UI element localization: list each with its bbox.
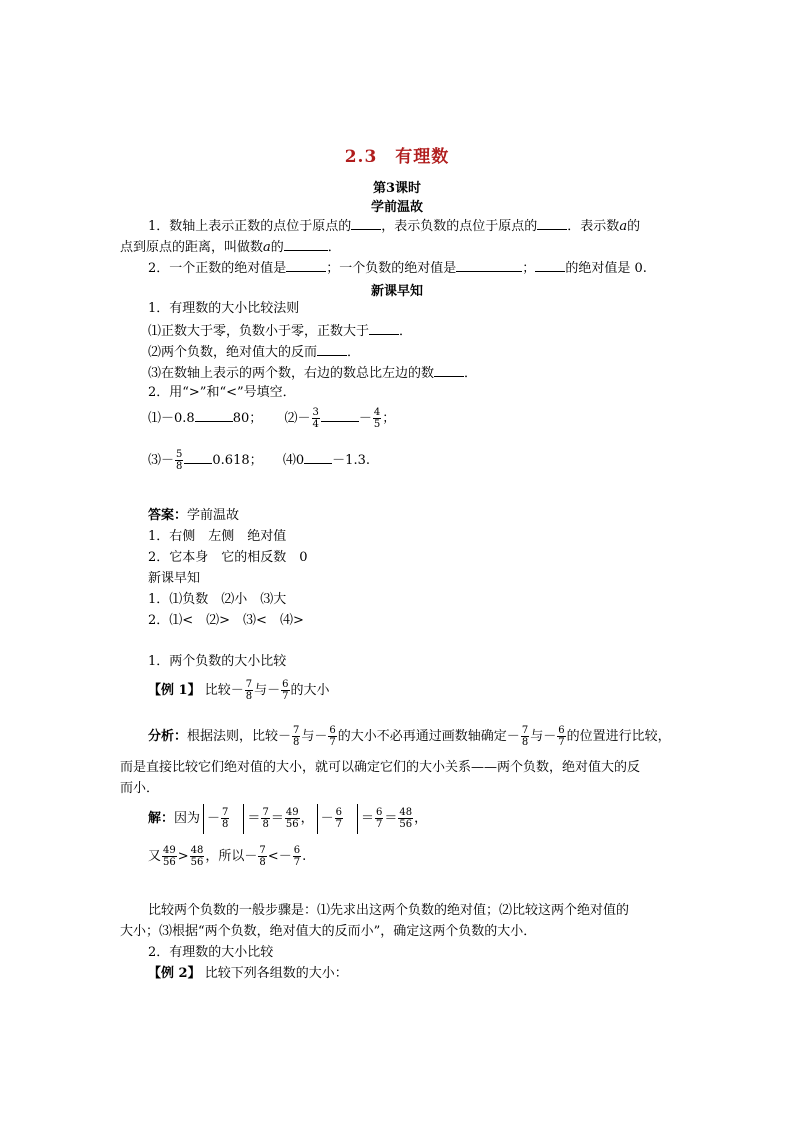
fraction: $\frac{7}{8}$ (262, 807, 269, 830)
blank (321, 409, 359, 422)
abs-bar (357, 804, 358, 834)
example2-stem: 【例 2】 比较下列各组数的大小： (148, 966, 348, 981)
fill-problems-2: ⑶－ $\frac{5}{8}$ 0.618； ⑷0 －1.3. (148, 449, 370, 472)
rule-1: ⑴正数大于零，负数小于零，正数大于 ． (148, 324, 413, 339)
blank (286, 259, 326, 272)
fraction: $\frac{6}{7}$ (329, 725, 336, 748)
abs-bar (243, 804, 244, 834)
fraction: $\frac{7}{8}$ (259, 845, 266, 868)
answer-1: 1．右侧 左侧 绝对值 (148, 529, 287, 544)
blank (537, 217, 567, 230)
fraction: $\frac{3}{4}$ (312, 407, 319, 430)
summary-line1: 比较两个负数的一般步骤是：⑴先求出这两个负数的绝对值；⑵比较这两个绝对值的 (148, 903, 630, 918)
answer-4: 2．⑴< ⑵> ⑶< ⑷> (148, 613, 304, 628)
blank (195, 409, 233, 422)
abs-bar (203, 804, 204, 834)
fraction: $\frac{48}{56}$ (399, 807, 413, 830)
fraction: $\frac{49}{56}$ (163, 845, 176, 868)
review-q1-line2: 点到原点的距离，叫做数a的 ． (120, 240, 341, 255)
section-negative-compare: 1．两个负数的大小比较 (148, 654, 287, 669)
review-header: 学前温故 (370, 200, 423, 215)
page-title: 2.3 有理数 (344, 147, 450, 167)
summary-line2: 大小；⑶根据“两个负数，绝对值大的反而小”，确定这两个负数的大小． (120, 924, 537, 939)
section-rational-compare: 2．有理数的大小比较 (148, 945, 274, 960)
answer-2: 2．它本身 它的相反数 0 (148, 550, 308, 565)
fraction: $\frac{4}{5}$ (373, 407, 381, 430)
fill-heading: 2．用“>”和“<”号填空． (148, 385, 296, 400)
answer-3: 1．⑴负数 ⑵小 ⑶大 (148, 592, 287, 607)
review-q1-line1: 1．数轴上表示正数的点位于原点的 ，表示负数的点位于原点的 ．表示数a的 (148, 219, 641, 234)
blank (456, 259, 522, 272)
new-header: 新课早知 (370, 284, 423, 299)
fraction: $\frac{6}{7}$ (375, 807, 383, 830)
blank (304, 451, 332, 464)
analysis-line2: 而是直接比较它们绝对值的大小，就可以确定它们的大小关系——两个负数，绝对值大的反 (120, 760, 641, 775)
fraction: $\frac{7}{8}$ (521, 725, 529, 748)
fraction: $\frac{6}{7}$ (335, 807, 342, 830)
lesson-label: 第3课时 (372, 181, 422, 196)
blank (184, 451, 212, 464)
solution-line1: 解：因为 － $\frac{7}{8}$ ＝ $\frac{7}{8}$ ＝ $\frac{49}{56}$ ， － $\frac{6}{7}$ ＝ $\frac{6}{7}$ ＝ $\frac{48}{56}$ ， (148, 802, 427, 836)
rule-2: ⑵两个负数，绝对值大的反而 ． (148, 345, 361, 360)
rule-3: ⑶在数轴上表示的两个数，右边的数总比左边的数 ． (148, 366, 478, 381)
analysis-line1: 分析：根据法则，比较－ $\frac{7}{8}$ 与－ $\frac{6}{7}$ 的大小不必再通过画数轴确定－ $\frac{7}{8}$ 与－ $\frac{6}{7}$ 的位置进行比较， (148, 725, 671, 748)
blank (317, 343, 347, 356)
blank (369, 322, 399, 335)
review-q2: 2．一个正数的绝对值是 ；一个负数的绝对值是 ； 的绝对值是 0. (148, 261, 647, 276)
fraction: $\frac{6}{7}$ (558, 725, 565, 748)
fraction: $\frac{6}{7}$ (293, 845, 301, 868)
analysis-line3: 而小． (120, 781, 160, 796)
fill-problems-1: ⑴－0.8 80； ⑵－ $\frac{3}{4}$ － $\frac{4}{5}$ ； (148, 407, 396, 430)
blank (434, 364, 464, 377)
example1-stem: 【例 1】 比较－ $\frac{7}{8}$ 与－ $\frac{6}{7}$ 的大小 (148, 679, 330, 702)
fraction: $\frac{6}{7}$ (282, 679, 289, 702)
fraction: $\frac{48}{56}$ (190, 845, 204, 868)
fraction: $\frac{7}{8}$ (245, 679, 253, 702)
answers-new-label: 新课早知 (148, 571, 201, 586)
blank (284, 238, 328, 251)
fraction: $\frac{49}{56}$ (285, 807, 299, 830)
fraction: $\frac{5}{8}$ (176, 449, 183, 472)
abs-bar (317, 804, 318, 834)
solution-line2: 又 $\frac{49}{56}$ > $\frac{48}{56}$ ，所以－ $\frac{7}{8}$ <－ $\frac{6}{7}$ . (148, 845, 307, 868)
fraction: $\frac{7}{8}$ (222, 807, 229, 830)
blank (351, 217, 381, 230)
blank (535, 259, 565, 272)
rule-heading: 1．有理数的大小比较法则 (148, 301, 300, 316)
fraction: $\frac{7}{8}$ (293, 725, 300, 748)
answers-label: 答案：学前温故 (148, 508, 240, 523)
